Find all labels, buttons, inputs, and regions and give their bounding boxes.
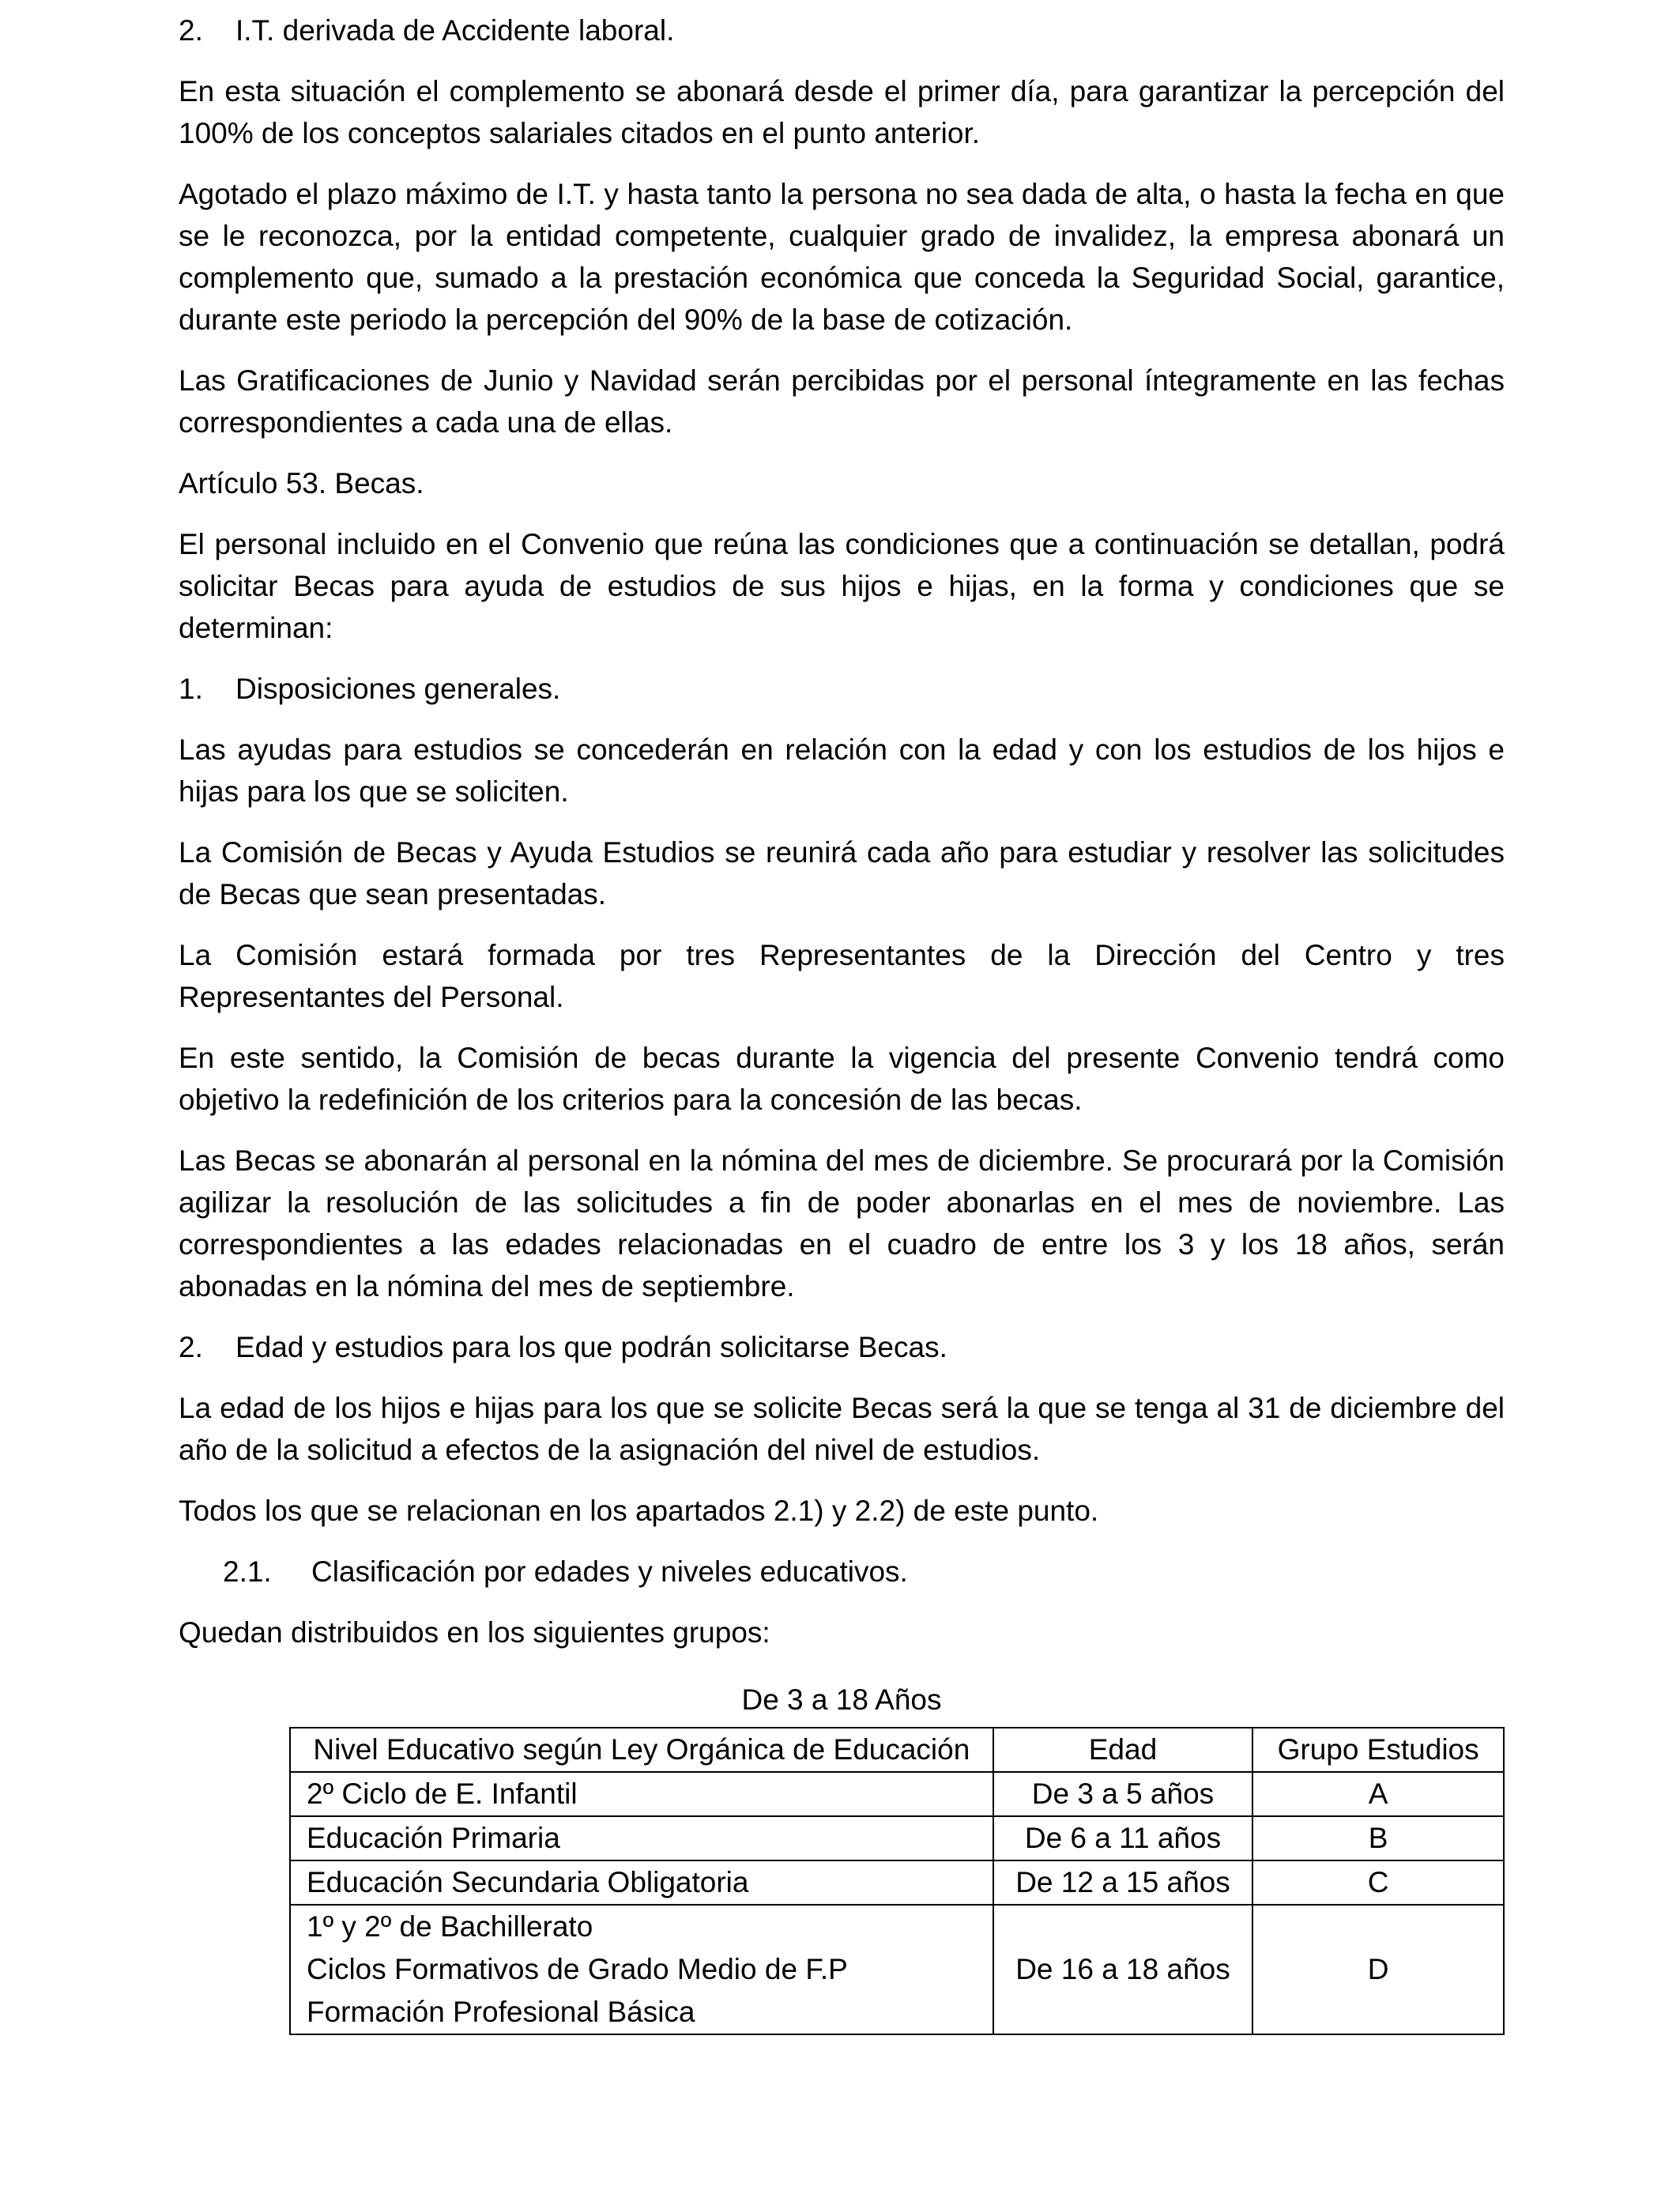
paragraph: Las Gratificaciones de Junio y Navidad serán percibidas por el personal íntegramente en las fechas correspondientes a cada una de ellas. — [179, 364, 1505, 439]
header-age: Edad — [993, 1728, 1253, 1772]
cell-group: A — [1252, 1772, 1504, 1816]
article-title: Artículo 53. Becas. — [179, 467, 424, 499]
paragraph: La Comisión de Becas y Ayuda Estudios se reunirá cada año para estudiar y resolver las solicitudes de Becas que sean presentadas. — [179, 836, 1505, 910]
section-heading-it — [179, 9, 1505, 51]
section-number: 1. — [179, 673, 203, 705]
paragraph: Las Becas se abonarán al personal en la nómina del mes de diciembre. Se procurará por la Comisión agilizar la resolución de las solicitudes a fin de poder abonarlas en el mes de noviembre. Las correspondientes a las edades relacionadas en el cuadro de entre los 3 y los 18 años, serán abonadas en la nómina del mes de septiembre. — [179, 1144, 1505, 1302]
article-intro: El personal incluido en el Convenio que reúna las condiciones que a continuación se detallan, podrá solicitar Becas para ayuda de estudios de sus hijos e hijas, en la forma y condiciones que se determinan: — [179, 528, 1505, 644]
paragraph: En este sentido, la Comisión de becas durante la vigencia del presente Convenio tendrá como objetivo la redefinición de los criterios para la concesión de las becas. — [179, 1042, 1505, 1116]
paragraph: Las ayudas para estudios se concederán en relación con la edad y con los estudios de los hijos e hijas para los que se soliciten. — [179, 733, 1505, 808]
level-line: Ciclos Formativos de Grado Medio de F.P — [307, 1953, 848, 1985]
section-title: Edad y estudios para los que podrán solicitarse Becas. — [235, 1331, 947, 1363]
paragraph: Agotado el plazo máximo de I.T. y hasta tanto la persona no sea dada de alta, o hasta la fecha en que se le reconozca, por la entidad competente, cualquier grado de invalidez, la empresa abonará un complemento que, sumado a la prestación económica que conceda la Seguridad Social, garantice, durante este periodo la percepción del 90% de la base de cotización. — [179, 178, 1505, 336]
section-heading-ages — [179, 1326, 1505, 1368]
document-page — [179, 9, 1505, 2035]
table-row — [290, 1772, 1504, 1816]
section-number: 2. — [179, 14, 203, 47]
header-group: Grupo Estudios — [1252, 1728, 1504, 1772]
table-row — [290, 1816, 1504, 1860]
cell-group: C — [1252, 1860, 1504, 1905]
cell-age: De 16 a 18 años — [993, 1905, 1253, 2034]
paragraph: La Comisión estará formada por tres Representantes de la Dirección del Centro y tres Representantes del Personal. — [179, 939, 1505, 1013]
level-line: Formación Profesional Básica — [307, 1996, 695, 2028]
paragraph: En esta situación el complemento se abonará desde el primer día, para garantizar la percepción del 100% de los conceptos salariales citados en el punto anterior. — [179, 75, 1505, 149]
table-header-row — [290, 1728, 1504, 1772]
section-heading-general — [179, 668, 1505, 710]
subsection-title: Clasificación por edades y niveles educativos. — [311, 1555, 908, 1588]
subsection-heading — [179, 1551, 1505, 1593]
subsection-number: 2.1. — [223, 1555, 272, 1588]
cell-level-multi — [290, 1905, 993, 2034]
cell-group: D — [1252, 1905, 1504, 2034]
paragraph: La edad de los hijos e hijas para los que se solicite Becas será la que se tenga al 31 de diciembre del año de la solicitud a efectos de la asignación del nivel de estudios. — [179, 1392, 1505, 1466]
cell-level: Educación Primaria — [290, 1816, 993, 1860]
table-row — [290, 1860, 1504, 1905]
section-title: Disposiciones generales. — [235, 673, 561, 705]
paragraph: Todos los que se relacionan en los apartados 2.1) y 2.2) de este punto. — [179, 1495, 1099, 1527]
table-caption: De 3 a 18 Años — [741, 1683, 942, 1716]
cell-level: 2º Ciclo de E. Infantil — [290, 1772, 993, 1816]
cell-level: Educación Secundaria Obligatoria — [290, 1860, 993, 1905]
cell-group: B — [1252, 1816, 1504, 1860]
table-row — [290, 1905, 1504, 2034]
section-number: 2. — [179, 1331, 203, 1363]
cell-age: De 3 a 5 años — [993, 1772, 1253, 1816]
cell-age: De 6 a 11 años — [993, 1816, 1253, 1860]
cell-age: De 12 a 15 años — [993, 1860, 1253, 1905]
header-level: Nivel Educativo según Ley Orgánica de Educación — [290, 1728, 993, 1772]
level-line: 1º y 2º de Bachillerato — [307, 1910, 593, 1943]
education-levels-table — [289, 1727, 1505, 2035]
section-title: I.T. derivada de Accidente laboral. — [235, 14, 675, 47]
groups-intro: Quedan distribuidos en los siguientes grupos: — [179, 1616, 770, 1649]
